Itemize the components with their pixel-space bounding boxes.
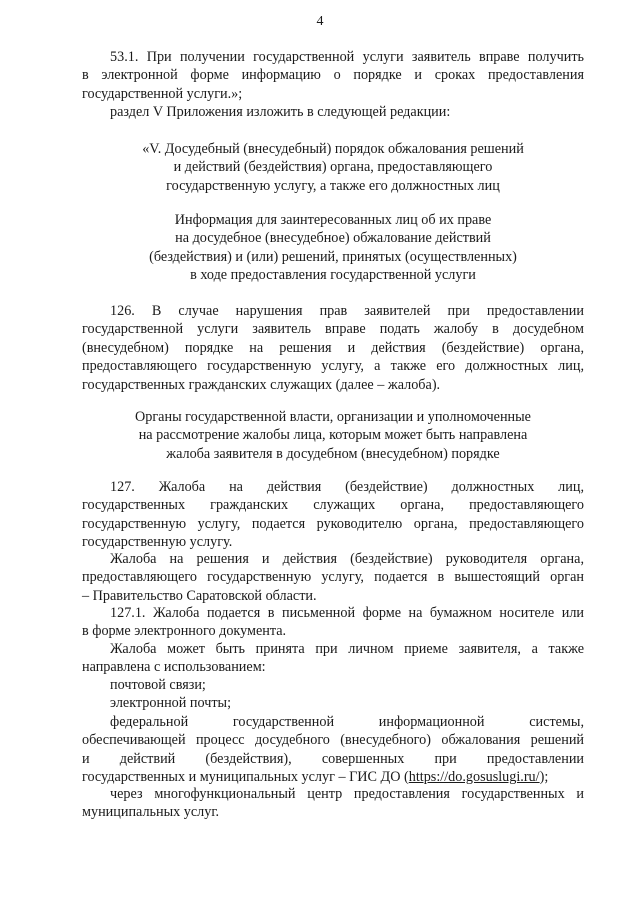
text-line: предоставляющего государственную услугу, подается в вышестоящий орган — [82, 569, 584, 586]
heading-line: и действий (бездействия) органа, предоставляющего — [173, 159, 493, 176]
text-line: государственную услугу. — [82, 534, 233, 551]
text-line: в форме электронного документа. — [82, 623, 287, 640]
list-item-post — [82, 676, 584, 694]
text-line: муниципальных услуг. — [82, 804, 220, 821]
paragraph-53-1 — [82, 48, 584, 103]
text-fragment: государственных и муниципальных услуг – ГИС ДО ( — [82, 769, 409, 786]
heading-line: (бездействия) и (или) решений, принятых (осуществленных) — [149, 248, 517, 265]
text-line: 126. В случае нарушения прав заявителей при предоставлении — [110, 303, 584, 319]
text-line: государственных гражданских служащих (далее – жалоба). — [82, 376, 441, 393]
list-item-mfc — [82, 785, 584, 822]
paragraph-127-1 — [82, 604, 584, 641]
text-line: 127. Жалоба на действия (бездействие) должностных лиц, — [110, 479, 584, 495]
text-line: государственной услуги заявитель вправе подать жалобу в досудебном — [82, 321, 584, 338]
text-line: государственной услуги.»; — [82, 85, 243, 102]
text-line: (внесудебном) порядке на решения и действия (бездействие) органа, — [82, 339, 584, 356]
page-number: 4 — [316, 14, 324, 29]
text-line: федеральной государственной информационной системы, — [110, 714, 584, 730]
heading-line: на досудебное (внесудебное) обжалование действий — [175, 230, 491, 247]
heading-info — [82, 211, 584, 285]
text-line: предоставляющего государственную услугу, а также его должностных лиц, — [82, 358, 584, 375]
text-line: через многофункциональный центр предоставления государственных и — [110, 786, 584, 802]
text-line: электронной почты; — [110, 695, 232, 711]
paragraph-section-v — [82, 103, 584, 121]
text-fragment: ); — [539, 769, 549, 786]
text-line: 127.1. Жалоба подается в письменной форме на бумажном носителе или — [110, 605, 584, 621]
text-line: обеспечивающей процесс досудебного (внесудебного) обжалования решений — [82, 732, 584, 749]
heading-line: в ходе предоставления государственной услуги — [190, 267, 476, 284]
heading-line: государственную услугу, а также его должностных лиц — [166, 177, 500, 194]
text-line: – Правительство Саратовской области. — [82, 587, 317, 604]
list-item-federal-system — [82, 713, 584, 787]
paragraph-may-be — [82, 640, 584, 677]
heading-line: на рассмотрение жалобы лица, которым может быть направлена — [138, 427, 528, 444]
text-line: раздел V Приложения изложить в следующей редакции: — [110, 104, 451, 120]
paragraph-126 — [82, 302, 584, 394]
paragraph-complaint-head — [82, 550, 584, 605]
gis-do-link[interactable]: https://do.gosuslugi.ru/ — [408, 769, 540, 786]
text-line: почтовой связи; — [110, 677, 206, 693]
heading-line: «V. Досудебный (внесудебный) порядок обжалования решений — [142, 141, 524, 157]
heading-line: Информация для заинтересованных лиц об их праве — [174, 212, 492, 228]
text-line: Жалоба на решения и действия (бездействие) руководителя органа, — [110, 551, 584, 567]
text-line: направлена с использованием: — [82, 659, 266, 676]
heading-section-v — [82, 140, 584, 195]
heading-organs — [82, 408, 584, 463]
paragraph-127 — [82, 478, 584, 552]
text-line: в электронной форме информацию о порядке и сроках предоставления — [82, 67, 584, 84]
text-line: и действий (бездействия), совершенных при предоставлении — [82, 750, 584, 767]
text-line — [82, 768, 584, 786]
list-item-email — [82, 694, 584, 712]
text-line: Жалоба может быть принята при личном приеме заявителя, а также — [110, 641, 584, 657]
text-line: 53.1. При получении государственной услуги заявитель вправе получить — [110, 49, 584, 65]
text-line: государственную услугу, подается руководителю органа, предоставляющего — [82, 515, 584, 532]
heading-line: жалоба заявителя в досудебном (внесудебном) порядке — [166, 445, 500, 462]
heading-line: Органы государственной власти, организации и уполномоченные — [135, 409, 531, 425]
text-line: государственных гражданских служащих органа, предоставляющего — [82, 497, 584, 514]
